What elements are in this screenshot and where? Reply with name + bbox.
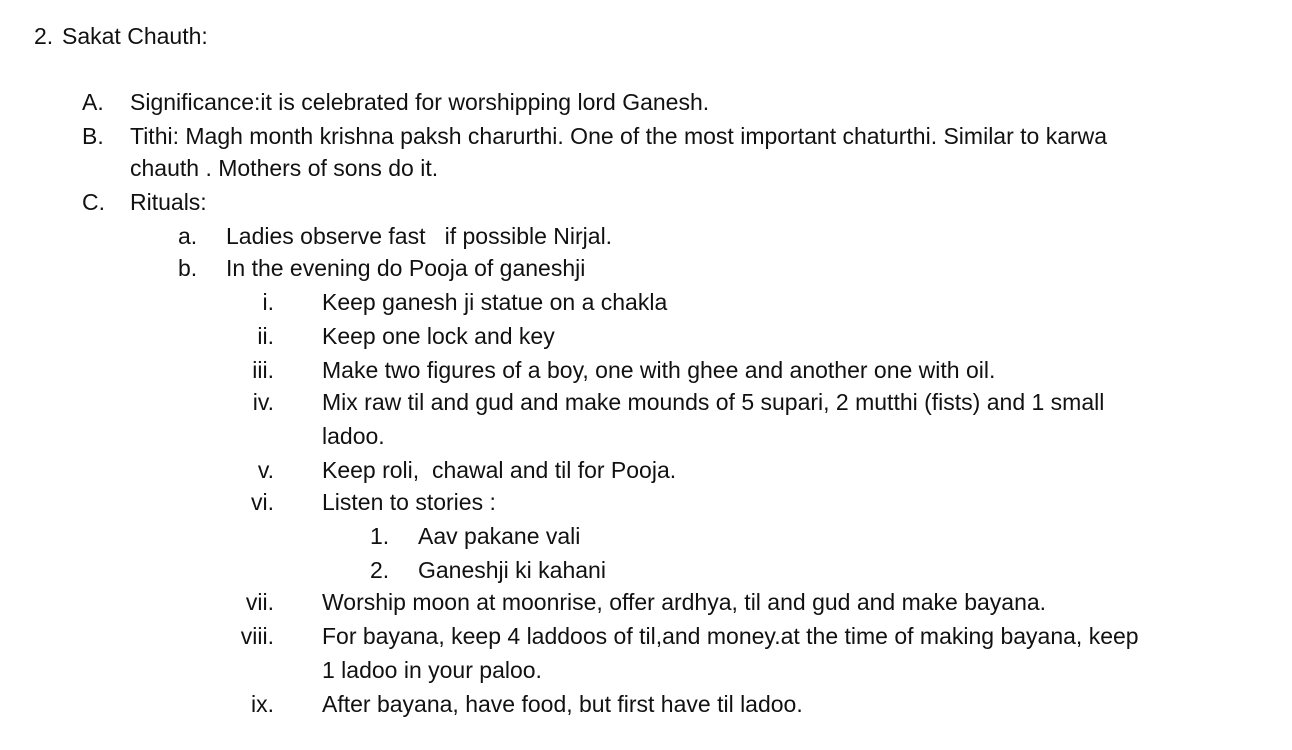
step-marker-vi: vi. xyxy=(251,489,274,515)
step-text-vi: Listen to stories : xyxy=(322,489,496,515)
section-marker-c: C. xyxy=(82,189,105,215)
step-marker-ii: ii. xyxy=(257,323,274,349)
step-text-iii: Make two figures of a boy, one with ghee and another one with oil. xyxy=(322,357,996,383)
item-marker-a: a. xyxy=(178,223,198,249)
step-text-ii: Keep one lock and key xyxy=(322,323,555,349)
section-text-b-line2: chauth . Mothers of sons do it. xyxy=(130,155,439,181)
heading-title: Sakat Chauth: xyxy=(62,23,208,49)
step-marker-v: v. xyxy=(257,457,274,483)
section-text-b-line1: Tithi: Magh month krishna paksh charurthi. One of the most important chaturthi. Similar to karwa xyxy=(130,123,1108,149)
story-text-2: Ganeshji ki kahani xyxy=(418,557,606,583)
story-marker-1: 1. xyxy=(370,523,390,549)
step-text-iv-line1: Mix raw til and gud and make mounds of 5 supari, 2 mutthi (fists) and 1 small xyxy=(322,389,1105,415)
step-marker-iii: iii. xyxy=(252,357,274,383)
item-text-a: Ladies observe fast if possible Nirjal. xyxy=(226,223,613,249)
step-text-i: Keep ganesh ji statue on a chakla xyxy=(322,289,668,315)
step-text-v: Keep roli, chawal and til for Pooja. xyxy=(322,457,677,483)
section-marker-a: A. xyxy=(82,89,104,115)
item-text-b: In the evening do Pooja of ganeshji xyxy=(226,255,586,281)
step-text-iv-line2: ladoo. xyxy=(322,423,385,449)
step-marker-vii: vii. xyxy=(245,589,274,615)
item-marker-b: b. xyxy=(178,255,198,281)
step-text-viii-line1: For bayana, keep 4 laddoos of til,and money.at the time of making bayana, keep xyxy=(322,623,1139,649)
step-text-viii-line2: 1 ladoo in your paloo. xyxy=(322,657,542,683)
section-marker-b: B. xyxy=(82,123,104,149)
section-text-c: Rituals: xyxy=(130,189,207,215)
story-marker-2: 2. xyxy=(370,557,390,583)
step-marker-ix: ix. xyxy=(251,691,274,717)
step-marker-viii: viii. xyxy=(240,623,274,649)
heading-number: 2. xyxy=(34,23,54,49)
step-marker-i: i. xyxy=(262,289,274,315)
story-text-1: Aav pakane vali xyxy=(418,523,581,549)
section-text-a: Significance:it is celebrated for worshipping lord Ganesh. xyxy=(130,89,710,115)
step-text-ix: After bayana, have food, but first have til ladoo. xyxy=(322,691,803,717)
step-text-vii: Worship moon at moonrise, offer ardhya, til and gud and make bayana. xyxy=(322,589,1047,615)
step-marker-iv: iv. xyxy=(252,389,274,415)
